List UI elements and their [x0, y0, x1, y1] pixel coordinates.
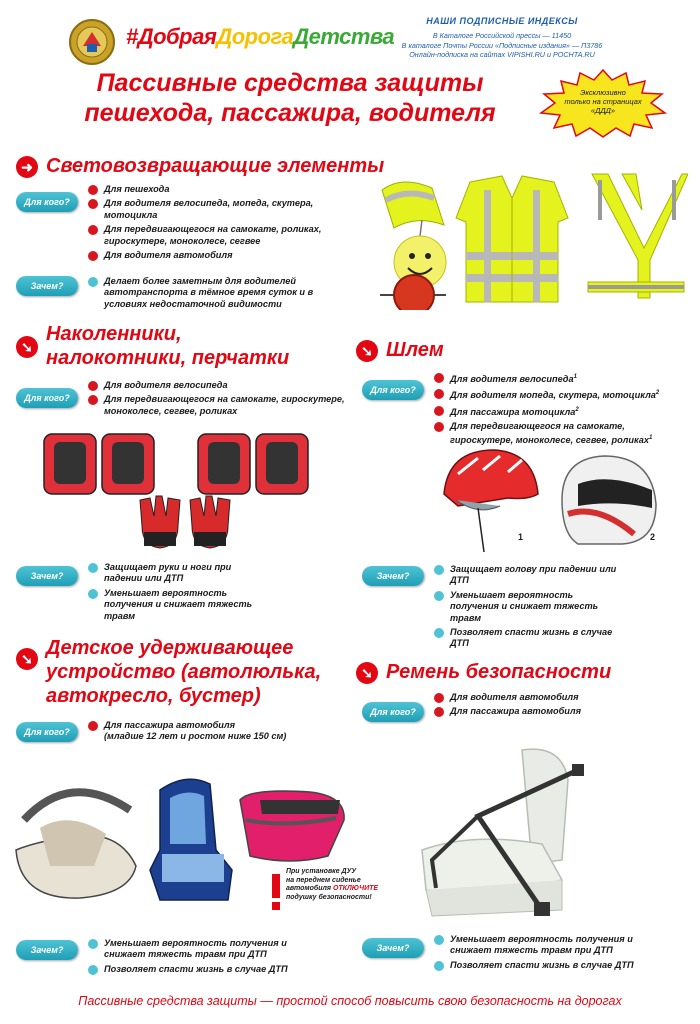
pads-for-whom-list: [86, 380, 348, 420]
arrow-right-icon: ➜: [16, 156, 38, 178]
warning-line-2: на переднем сиденье: [286, 876, 361, 884]
section-child-seat-header: [16, 636, 321, 708]
gai-emblem-icon: [68, 18, 116, 66]
list-item: Для водителя автомобиля: [432, 692, 672, 703]
motorcycle-helmet-icon: [562, 456, 656, 544]
list-item: Позволяет спасти жизнь в случае ДТП: [86, 964, 296, 975]
subscription-info: [392, 16, 612, 60]
helmet-label-1: 1: [518, 532, 524, 542]
footnote-marker: 1: [573, 374, 577, 380]
section-child-seat-title-line-2: устройство (автолюлька,: [46, 661, 322, 683]
for-whom-tag: Для кого?: [16, 722, 78, 742]
subscription-heading: НАШИ ПОДПИСНЫЕ ИНДЕКСЫ: [426, 16, 578, 26]
list-item: Для передвигающегося на самокате, роликах, гироскутере, моноколесе, сегвее: [86, 224, 346, 247]
helmet-for-whom-text: Для водителя велосипеда: [450, 374, 574, 385]
section-helmet-header: [356, 338, 444, 362]
reflective-harness-icon: [588, 174, 688, 298]
warning-exclamation-icon: [270, 874, 282, 910]
pads-why-list: [86, 562, 266, 625]
reflective-why-list: [86, 276, 316, 313]
list-item: Позволяет спасти жизнь в случае ДТП: [432, 627, 622, 650]
helmet-label-2: 2: [650, 532, 656, 542]
subscription-line-2: В каталоге Почты России «Подписные издания» — П3786: [401, 40, 603, 50]
arrow-down-right-icon: ➘: [16, 336, 38, 358]
seatbelt-why-list: [432, 934, 652, 974]
section-seatbelt-title: Ремень безопасности: [386, 661, 612, 683]
helmet-for-whom-text: Для пассажира мотоцикла: [450, 407, 576, 417]
list-item: [432, 405, 682, 418]
page-title-line-2: пешехода, пассажира, водителя: [84, 99, 496, 127]
knee-pad-icon: [44, 434, 96, 494]
child-seat-for-whom-line-2: (младше 12 лет и ростом ниже 150 см): [104, 731, 287, 742]
page-title: [30, 68, 550, 128]
section-child-seat-title-line-3: автокресло, бустер): [46, 685, 261, 707]
section-pads-title: [46, 322, 289, 370]
helmet-why-list: [432, 564, 622, 653]
why-tag: Зачем?: [362, 938, 424, 958]
arrow-down-right-icon: ➘: [16, 648, 38, 670]
list-item: Уменьшает вероятность получения и снижает тяжесть травм: [86, 588, 266, 622]
list-item: Позволяет спасти жизнь в случае ДТП: [432, 960, 652, 971]
warning-line-3: [286, 885, 382, 894]
list-item: Уменьшает вероятность получения и снижает тяжесть травм при ДТП: [86, 938, 296, 961]
seatbelt-for-whom-list: [432, 692, 672, 721]
list-item: Уменьшает вероятность получения и снижает тяжесть травм при ДТП: [432, 934, 652, 957]
list-item: [432, 372, 682, 385]
section-pads-header: [16, 322, 289, 370]
elbow-pad-icon: [256, 434, 308, 494]
elbow-pad-icon: [198, 434, 250, 494]
infant-carrier-icon: [16, 792, 136, 898]
helmets-illustration: [438, 444, 668, 556]
child-seat-for-whom-line-1: Для пассажира автомобиля: [104, 720, 236, 730]
page-title-line-1: Пассивные средства защиты: [96, 69, 484, 97]
bicycle-helmet-icon: [444, 450, 538, 552]
safety-vest-icon: [456, 176, 568, 302]
footnote-marker: 1: [649, 434, 653, 441]
list-item: Уменьшает вероятность получения и снижает тяжесть травм: [432, 590, 622, 624]
helmet-for-whom-text: Для водителя мопеда, скутера, мотоцикла: [450, 390, 656, 401]
why-tag: Зачем?: [16, 940, 78, 960]
section-child-seat-title: [46, 636, 321, 708]
brand-part-2: Дорога: [216, 24, 294, 49]
list-item: [432, 421, 682, 446]
child-seat-why-list: [86, 938, 296, 978]
exclusive-badge-text: [558, 88, 648, 115]
for-whom-tag: Для кого?: [16, 192, 78, 212]
arrow-down-right-icon: ➘: [356, 340, 378, 362]
footnote-marker: 2: [655, 390, 660, 397]
list-item: Для водителя велосипеда, мопеда, скутера, мотоцикла: [86, 198, 346, 221]
brand-part-1: #Добрая: [126, 24, 217, 49]
list-item: Для водителя автомобиля: [86, 250, 346, 261]
helmet-for-whom-list: [432, 372, 682, 449]
section-reflective-header: [16, 154, 384, 178]
why-tag: Зачем?: [362, 566, 424, 586]
airbag-warning: [286, 868, 382, 902]
for-whom-tag: Для кого?: [362, 380, 424, 400]
footer-slogan: Пассивные средства защиты — простой способ повысить свою безопасность на дорогах: [78, 994, 622, 1008]
list-item: Делает более заметным для водителей автотранспорта в тёмное время суток и в условиях недостаточной видимости: [86, 276, 316, 310]
list-item: Для водителя велосипеда: [86, 380, 348, 391]
section-pads-title-line-1: Наколенники,: [46, 323, 182, 345]
booster-seat-icon: [240, 791, 344, 861]
warning-line-4: подушку безопасности!: [286, 893, 372, 901]
seatbelt-illustration: [412, 740, 608, 920]
section-helmet-title: Шлем: [386, 339, 444, 361]
warning-line-1: При установке ДУУ: [286, 868, 357, 875]
for-whom-tag: Для кого?: [16, 388, 78, 408]
section-child-seat-title-line-1: Детское удерживающее: [46, 637, 294, 659]
section-pads-title-line-2: налокотники, перчатки: [46, 347, 290, 369]
exclusive-line-2: только на страницах: [564, 97, 642, 106]
footnote-marker: 2: [575, 406, 579, 413]
warning-line-3a: автомобиля: [286, 885, 331, 892]
reflective-items-illustration: [372, 170, 688, 310]
warning-disable-word: ОТКЛЮЧИТЕ: [332, 885, 379, 892]
list-item: Для передвигающегося на самокате, гироскутере, моноколесе, сегвее, роликах: [86, 394, 348, 417]
list-item: Защищает руки и ноги при падении или ДТП: [86, 562, 266, 585]
glove-icon: [140, 496, 180, 548]
why-tag: Зачем?: [16, 276, 78, 296]
section-reflective-title: Световозвращающие элементы: [46, 155, 385, 177]
reflective-band-icon: [382, 182, 444, 228]
helmet-for-whom-text: Для передвигающегося на самокате, гироскутере, моноколесе, сегвее, роликах: [450, 421, 649, 445]
subscription-line-1: В Каталоге Российской прессы — 11450: [432, 31, 572, 40]
list-item: [432, 388, 682, 401]
glove-icon: [190, 496, 230, 548]
list-item: Для пассажира автомобиля: [432, 706, 672, 717]
exclusive-line-1: Эксклюзивно: [580, 88, 626, 97]
pads-gloves-illustration: [40, 428, 330, 554]
car-seat-icon: [150, 779, 232, 900]
child-seat-for-whom-list: [86, 720, 336, 746]
exclusive-line-3: «ДДД»: [590, 106, 616, 115]
subscription-line-3: Онлайн-подписка на сайтах VIPISHI.RU и POCHTA.RU: [409, 50, 595, 59]
for-whom-tag: Для кого?: [362, 702, 424, 722]
why-tag: Зачем?: [16, 566, 78, 586]
list-item: Для пешехода: [86, 184, 346, 195]
list-item: [86, 720, 336, 743]
list-item: Защищает голову при падении или ДТП: [432, 564, 622, 587]
brand-part-3: Детства: [293, 24, 395, 49]
reflective-for-whom-list: [86, 184, 346, 264]
knee-pad-icon: [102, 434, 154, 494]
brand-hashtag: [126, 24, 394, 50]
section-seatbelt-header: [356, 660, 611, 684]
car-seat-belt-icon: [422, 749, 584, 916]
arrow-down-right-icon: ➘: [356, 662, 378, 684]
